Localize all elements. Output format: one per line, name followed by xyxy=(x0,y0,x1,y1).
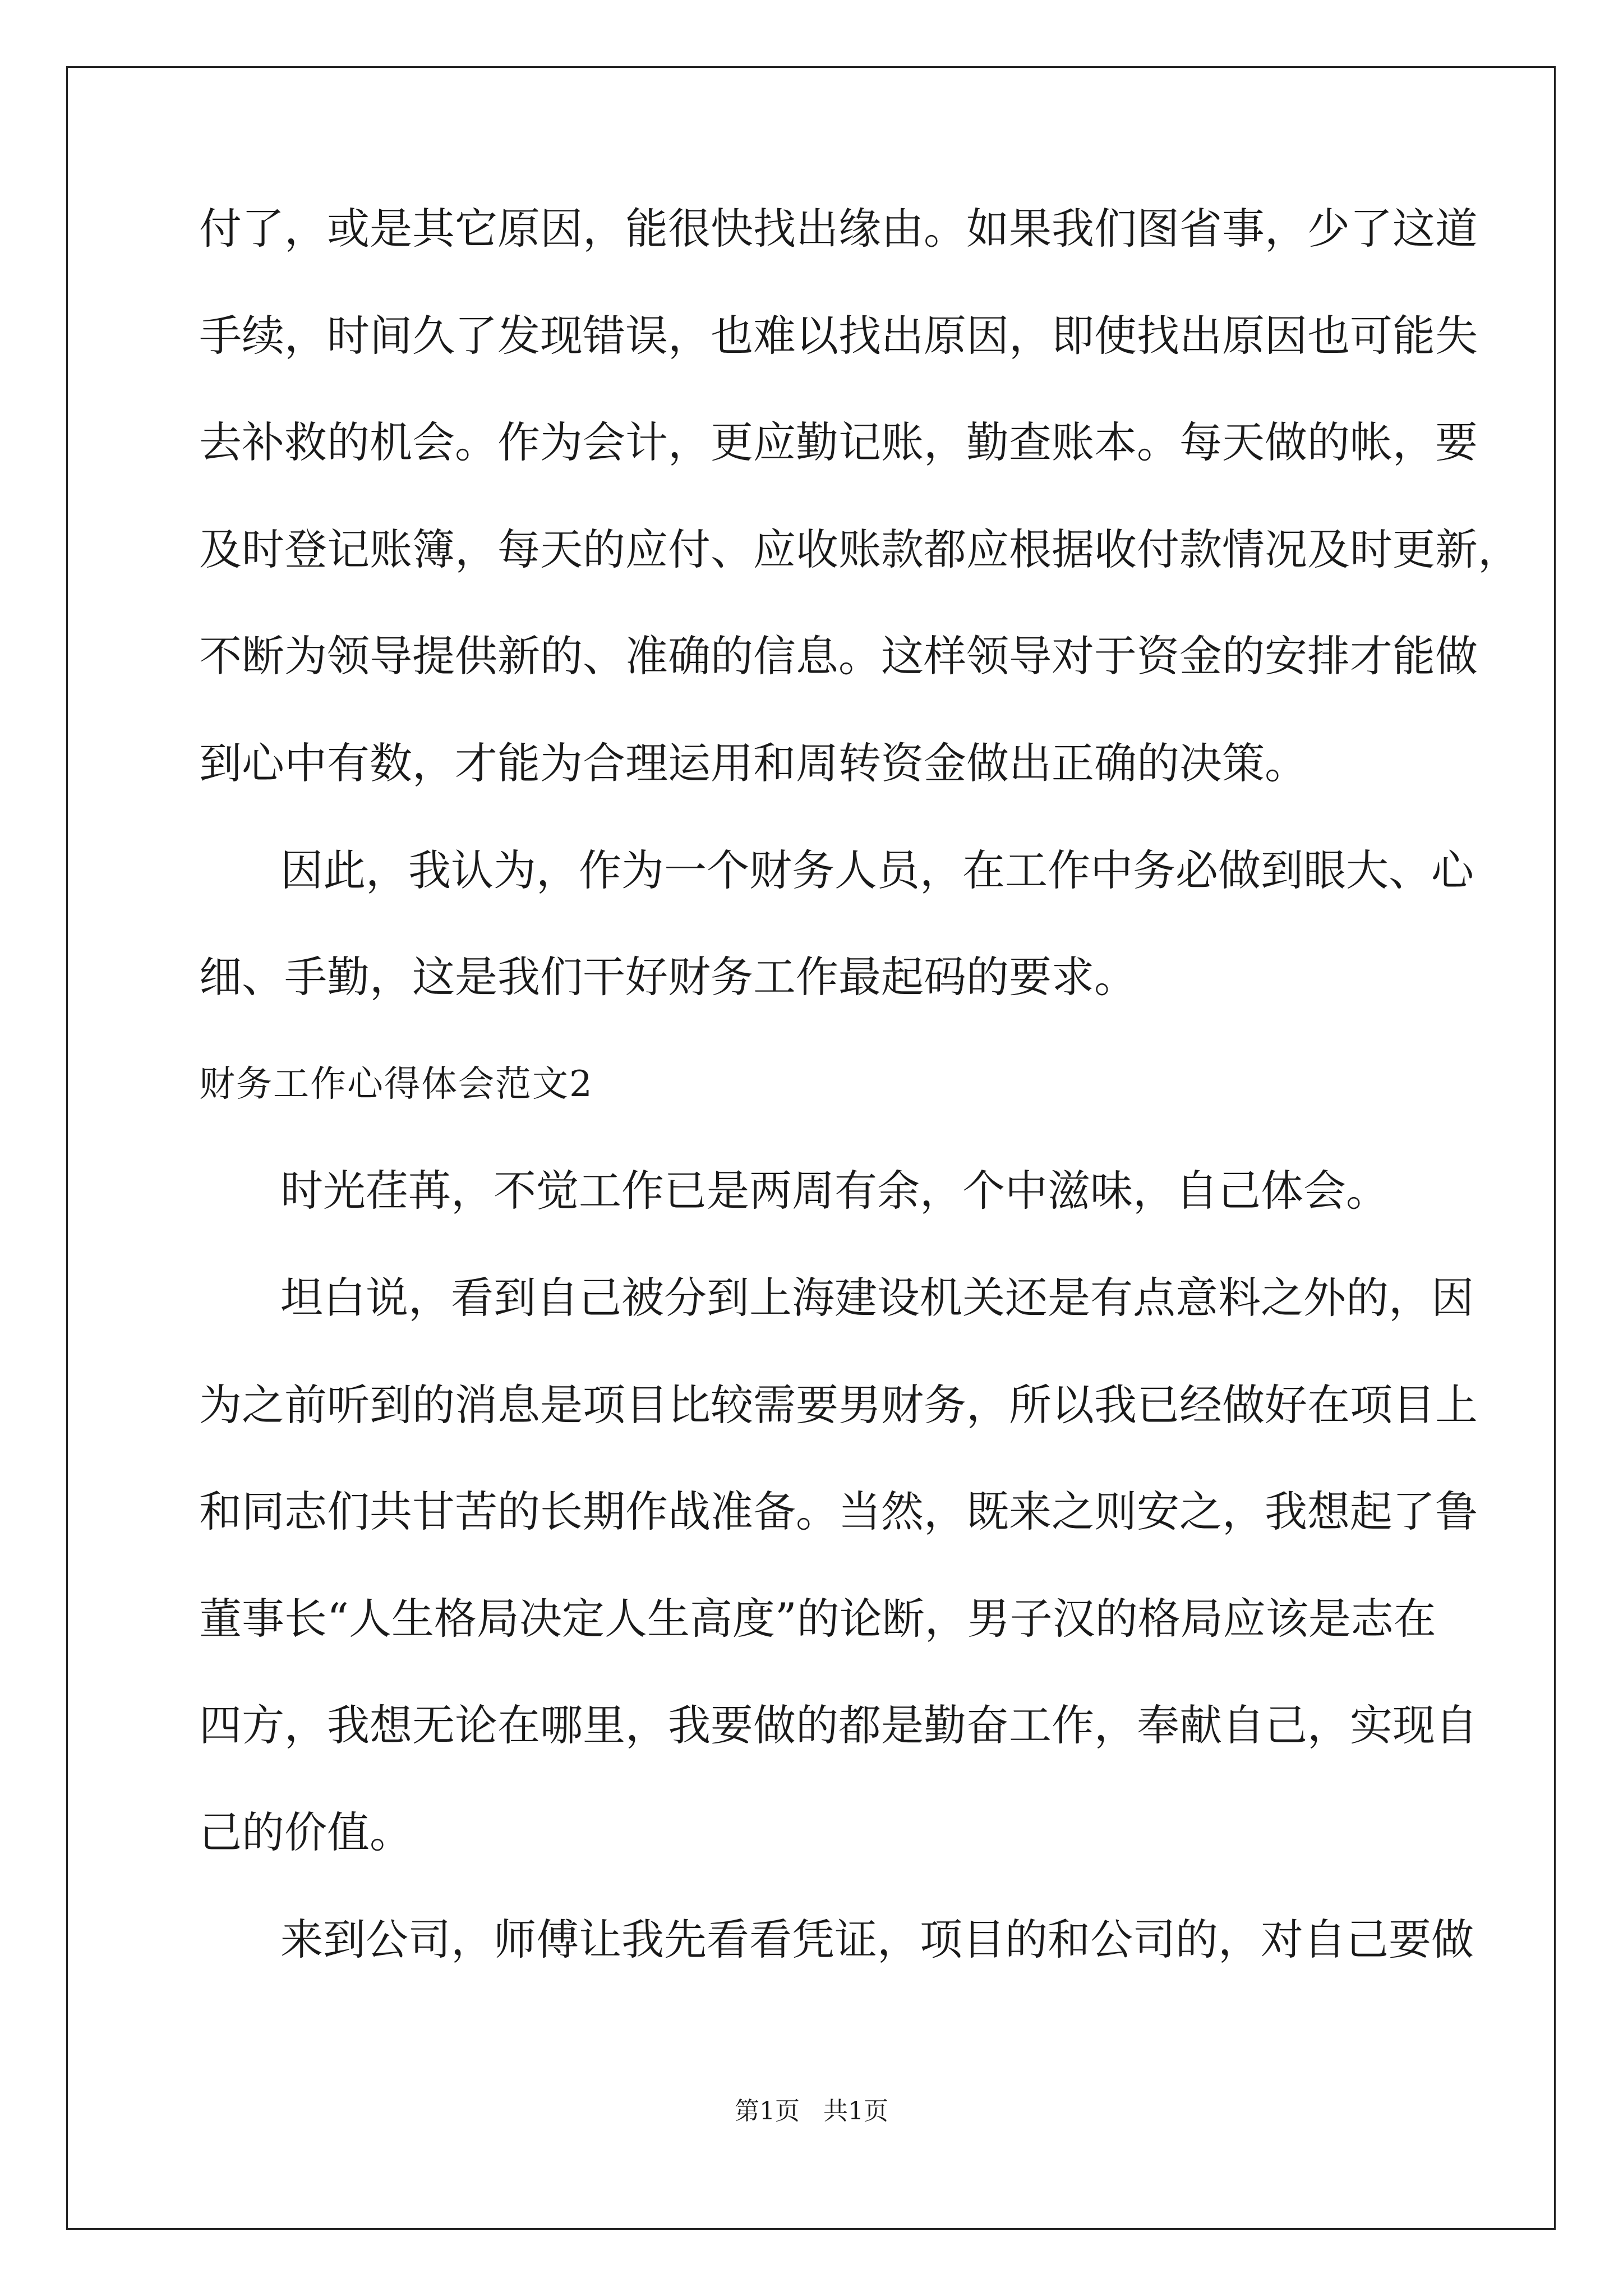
paragraph-line: 和同志们共甘苦的长期作战准备。当然，既来之则安之，我想起了鲁 xyxy=(199,1487,1478,1537)
page-footer: 第1页 共1页 xyxy=(735,2097,888,2125)
section-heading: 财务工作心得体会范文2 xyxy=(199,1063,593,1105)
paragraph-line: 坦白说，看到自己被分到上海建设机关还是有点意料之外的，因 xyxy=(280,1272,1474,1323)
paragraph-line: 手续，时间久了发现错误，也难以找出原因，即使找出原因也可能失 xyxy=(199,310,1478,361)
paragraph-line: 付了，或是其它原因，能很快找出缘由。如果我们图省事，少了这道 xyxy=(199,204,1478,254)
paragraph-line: 己的价值。 xyxy=(199,1807,412,1857)
paragraph-line: 四方，我想无论在哪里，我要做的都是勤奋工作，奉献自己，实现自 xyxy=(199,1700,1478,1751)
paragraph-line: 时光荏苒，不觉工作已是两周有余，个中滋味，自己体会。 xyxy=(280,1166,1389,1216)
paragraph-line: 因此，我认为，作为一个财务人员，在工作中务必做到眼大、心 xyxy=(280,845,1474,895)
paragraph-line: 细、手勤，这是我们干好财务工作最起码的要求。 xyxy=(199,952,1137,1002)
paragraph-line: 不断为领导提供新的、准确的信息。这样领导对于资金的安排才能做 xyxy=(199,631,1478,682)
paragraph-line: 及时登记账簿，每天的应付、应收账款都应根据收付款情况及时更新， xyxy=(199,524,1520,574)
paragraph-line: 去补救的机会。作为会计，更应勤记账，勤查账本。每天做的帐，要 xyxy=(199,417,1478,468)
paragraph-line: 到心中有数，才能为合理运用和周转资金做出正确的决策。 xyxy=(199,738,1307,788)
document-body xyxy=(199,204,1520,2025)
paragraph-line: 为之前听到的消息是项目比较需要男财务，所以我已经做好在项目上 xyxy=(199,1379,1478,1430)
paragraph-line: 董事长“人生格局决定人生高度”的论断，男子汉的格局应该是志在 xyxy=(199,1593,1436,1644)
paragraph-line: 来到公司，师傅让我先看看凭证，项目的和公司的，对自己要做 xyxy=(280,1914,1474,1964)
